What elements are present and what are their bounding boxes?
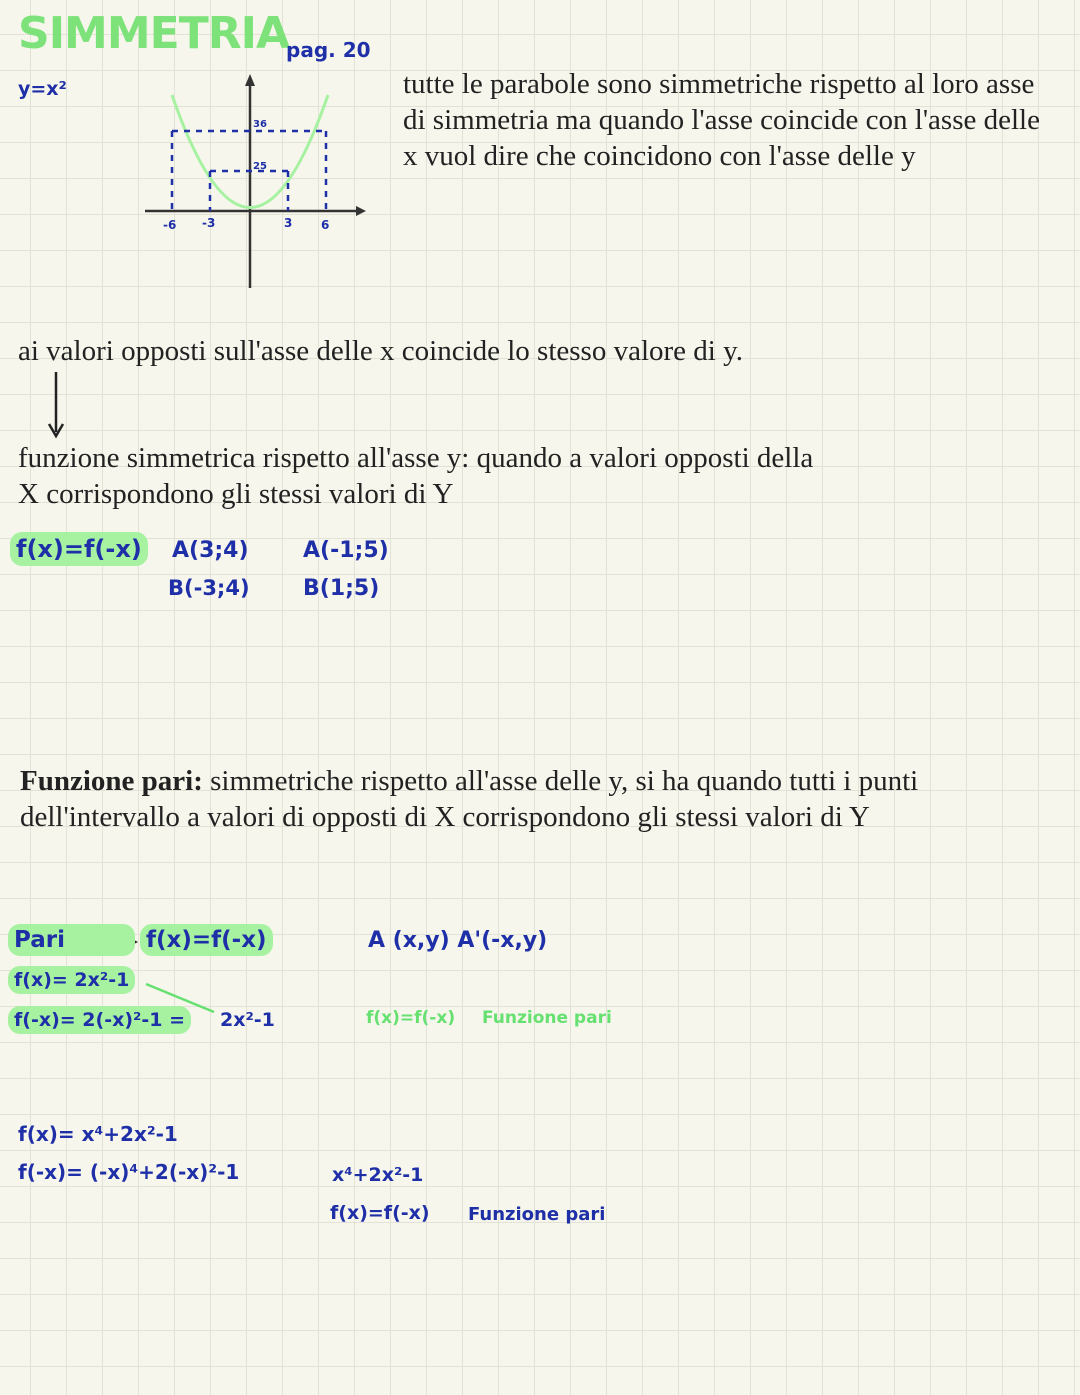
example2-fx: f(x)= 2x²-1 [8, 966, 135, 994]
even-function-definition: simmetriche rispetto all'asse delle y, si ha quando tutti i punti dell'intervallo a valori di opposti di X corrispondono gli stessi valori di Y [20, 765, 919, 833]
paragraph-even-function [20, 763, 980, 835]
example3-result: x⁴+2x²-1 [332, 1164, 424, 1186]
x-tick-6: 6 [321, 218, 330, 232]
y-axis-arrow [245, 74, 255, 86]
point-b-2: B(1;5) [303, 576, 380, 601]
point-a-2: A(-1;5) [303, 538, 389, 563]
page-reference: pag. 20 [286, 38, 371, 62]
page-title: SIMMETRIA [18, 8, 290, 59]
example3-fminusx: f(-x)= (-x)⁴+2(-x)²-1 [18, 1160, 240, 1184]
pari-formula: f(x)=f(-x) [140, 924, 273, 956]
paragraph-opposite-values: ai valori opposti sull'asse delle x coincide lo stesso valore di y. [18, 335, 743, 367]
example3-fx: f(x)= x⁴+2x²-1 [18, 1122, 178, 1146]
example2-fminusx: f(-x)= 2(-x)²-1 = [8, 1006, 191, 1034]
y-tick-25: 25 [253, 161, 267, 172]
y-tick-36: 36 [253, 119, 267, 130]
example2-points: A (x,y) A'(-x,y) [368, 928, 548, 953]
example2-conclusion-formula: f(x)=f(-x) [366, 1008, 456, 1028]
function-label: y=x² [18, 78, 67, 100]
formula-symmetry: f(x)=f(-x) [10, 532, 148, 566]
paragraph-symmetric-function: funzione simmetrica rispetto all'asse y: quando a valori opposti della X corrispondono gli stessi valori di Y [18, 442, 814, 510]
x-tick-minus6: -6 [163, 218, 177, 232]
x-tick-3: 3 [284, 216, 293, 230]
example3-conclusion-formula: f(x)=f(-x) [330, 1202, 430, 1224]
pari-label: Pari [8, 924, 135, 956]
x-tick-minus3: -3 [202, 216, 216, 230]
example2-conclusion-text: Funzione pari [482, 1008, 612, 1028]
x-axis-arrow [356, 206, 366, 216]
point-b-1: B(-3;4) [168, 576, 250, 600]
point-a-1: A(3;4) [172, 538, 249, 563]
example2-result: 2x²-1 [220, 1009, 275, 1031]
paragraph-parabola-symmetry: tutte le parabole sono simmetriche rispetto al loro asse di simmetria ma quando l'asse coincide con l'asse delle x vuol dire che coincidono con l'asse delle y [403, 68, 1040, 172]
example3-conclusion-text: Funzione pari [468, 1204, 606, 1225]
even-function-term: Funzione pari: [20, 765, 203, 797]
